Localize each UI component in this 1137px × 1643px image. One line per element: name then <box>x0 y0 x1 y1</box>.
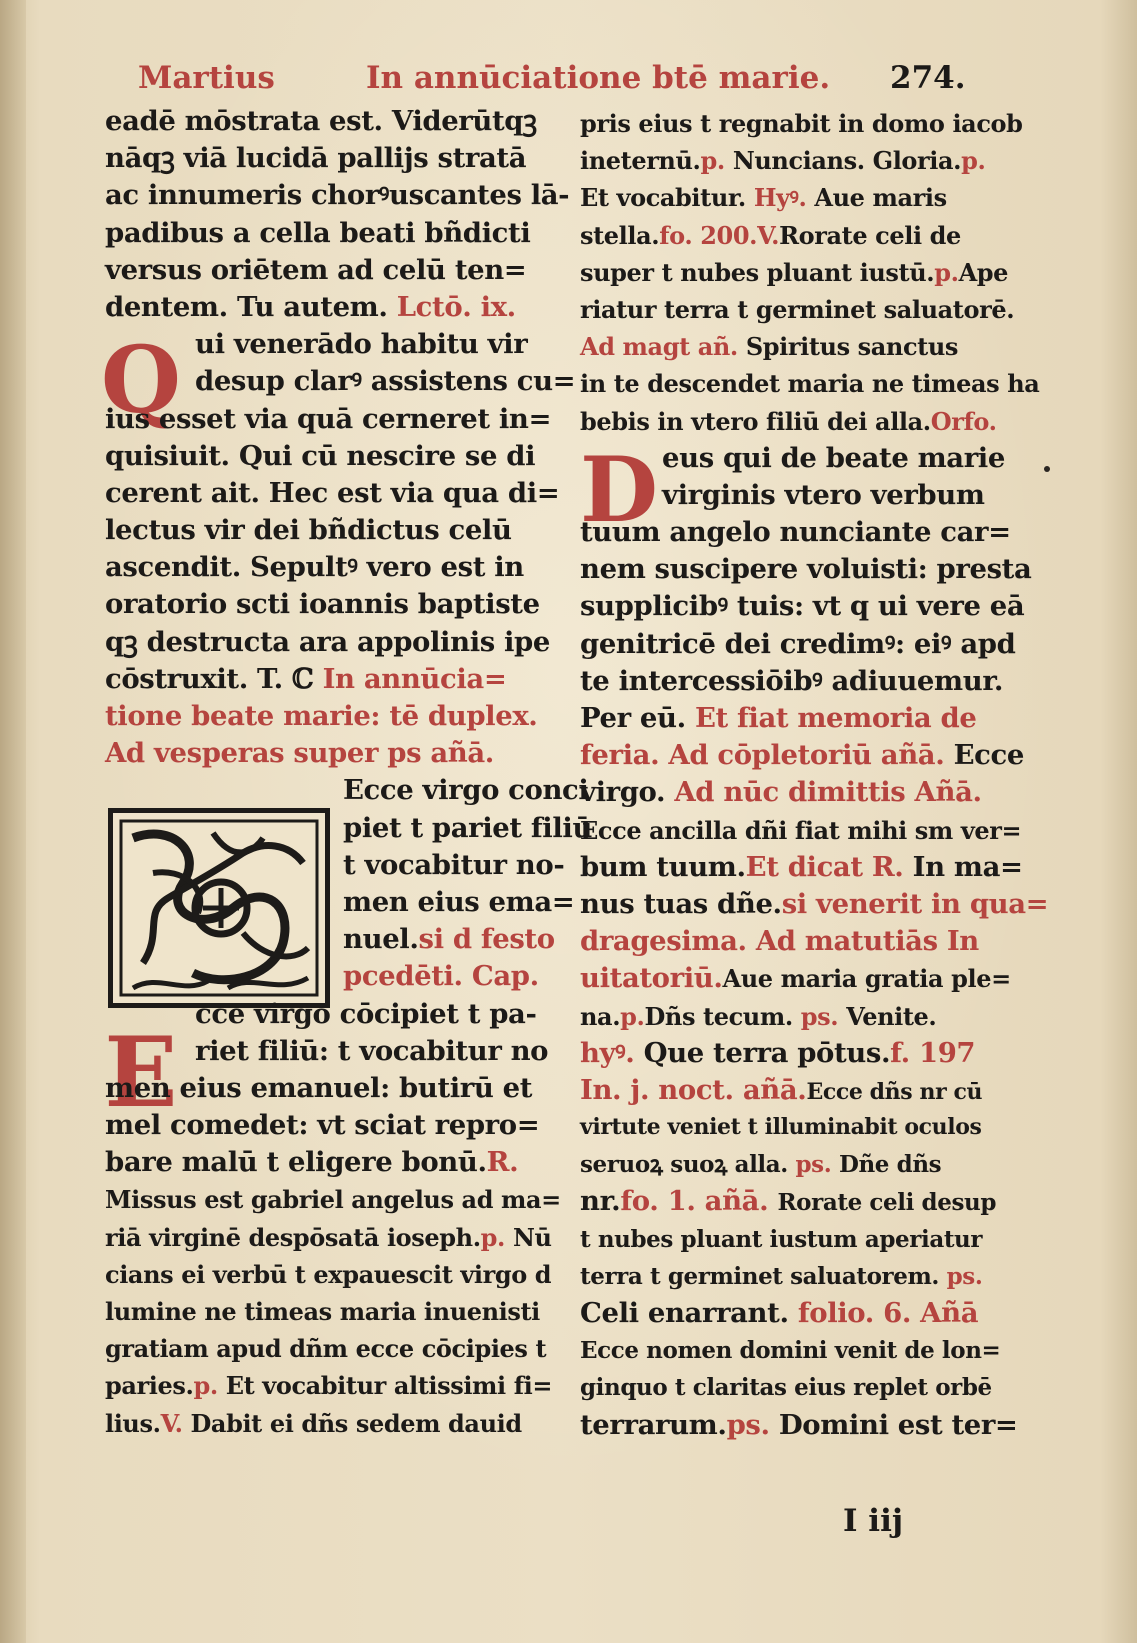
rubric-line: tione beate marie: tē duplex. <box>105 700 538 732</box>
text-line: cians ei verbū t expauescit virgo d <box>105 1259 552 1289</box>
text-line: men eius emanuel: butirū et <box>105 1071 533 1104</box>
initial-capital-d: D <box>580 437 659 543</box>
text-line: uitatoriū.Aue maria gratia ple= <box>580 962 1011 995</box>
text-line: t vocabitur no- <box>343 848 565 881</box>
text-line: quisiuit. Qui cū nescire se di <box>105 439 536 472</box>
text-line: piet t pariet filiū <box>343 811 593 844</box>
text-line: pris eius t regnabit in domo iacob <box>580 109 1023 138</box>
text-line: ineternū.p. Nuncians. Gloria.p. <box>580 146 986 176</box>
text-line: cce virgo cōcipiet t pa- <box>195 997 537 1030</box>
text-line: bum tuum.Et dicat R. In ma= <box>580 850 1023 883</box>
text-line: ginquo t claritas eius replet orbē <box>580 1374 992 1402</box>
text-line: nem suscipere voluisti: presta <box>580 553 1032 586</box>
text-line: desup clarꝰ assistens cu= <box>195 365 576 398</box>
text-line: In. j. noct. añā.Ecce dñs nr cū <box>580 1073 983 1106</box>
text-line: riā virginē despōsatā ioseph.p. Nū <box>105 1222 552 1252</box>
text-line: tuum angelo nunciante car= <box>580 516 1011 549</box>
text-line: Ecce virgo conci <box>343 774 589 807</box>
text-line: Ecce nomen domini venit de lon= <box>580 1337 1001 1365</box>
text-line: nr.fo. 1. añā. Rorate celi desup <box>580 1185 996 1218</box>
initial-capital-e: E <box>104 1016 178 1129</box>
text-line: feria. Ad cōpletoriū añā. Ecce <box>580 739 1024 772</box>
rubric-line: pcedēti. Cap. <box>343 960 539 993</box>
header-month: Martius <box>138 60 275 96</box>
text-line: ac innumeris chorꝰuscantes lā- <box>105 179 570 212</box>
text-line: nāqꝫ viā lucidā pallijs stratā <box>105 142 527 175</box>
text-line: nus tuas dñe.si venerit in qua= <box>580 887 1049 920</box>
text-line: te intercessiōibꝰ adiuuemur. <box>580 664 1004 697</box>
text-line: hyꝰ. Que terra pōtus.f. 197 <box>580 1036 976 1069</box>
header-title: In annūciatione btē marie. <box>366 60 831 96</box>
text-line: eadē mōstrata est. Viderūtqꝫ <box>105 105 537 137</box>
binding-gutter <box>0 0 26 1643</box>
text-line: seruoꝝ suoꝝ alla. ps. Dñe dñs <box>580 1151 942 1179</box>
left-column <box>105 103 593 1442</box>
text-line: qꝫ destructa ara appolinis ipe <box>105 625 550 658</box>
text-line: Per eū. Et fiat memoria de <box>580 702 977 734</box>
text-line: Ecce ancilla dñi fiat mihi sm ver= <box>580 815 1022 845</box>
text-line: ui venerādo habitu vir <box>195 328 528 361</box>
text-line: supplicibꝰ tuis: vt q ui vere eā <box>580 590 1025 623</box>
text-line: genitricē dei credimꝰ: eiꝰ apd <box>580 627 1016 660</box>
text-line: virgo. Ad nūc dimittis Añā. <box>580 776 982 809</box>
text-line: terra t germinet saluatorem. ps. <box>580 1262 983 1290</box>
text-line: men eius ema= <box>343 885 575 918</box>
running-header <box>138 58 1038 104</box>
text-line: dentem. Tu autem. Lctō. ix. <box>105 290 516 323</box>
text-line: in te descendet maria ne timeas ha <box>580 369 1040 399</box>
text-line: versus oriētem ad celū ten= <box>105 253 527 286</box>
text-line: mel comedet: vt sciat repro= <box>105 1109 540 1142</box>
rubric-line: Ad vesperas super ps añā. <box>105 737 494 770</box>
text-line: riet filiū: t vocabitur no <box>195 1034 549 1067</box>
text-line: padibus a cella beati bñdicti <box>105 216 531 249</box>
text-line: super t nubes pluant iustū.p.Ape <box>580 257 1009 287</box>
text-line: paries.p. Et vocabitur altissimi fi= <box>105 1371 553 1401</box>
text-line: na.p.Dñs tecum. ps. Venite. <box>580 1001 937 1031</box>
text-line: lectus vir dei bñdictus celū <box>105 514 512 547</box>
rubric-si-festo: si d festo <box>418 923 555 956</box>
text-line: cōstruxit. T. ℂ In annūcia= <box>105 662 507 695</box>
text-line: riatur terra t germinet saluatorē. <box>580 294 1015 324</box>
rubric-resp: R. <box>486 1146 519 1179</box>
text-line: stella.fo. 200.V.Rorate celi de <box>580 220 961 250</box>
rubric-lectio: Lctō. ix. <box>396 290 516 323</box>
text-line: Ad magt añ. Spiritus sanctus <box>580 332 959 362</box>
signature-mark: I iij <box>843 1503 904 1539</box>
rubric-line: dragesima. Ad matutiās In <box>580 925 979 958</box>
right-column <box>580 105 1049 1444</box>
text-line: nuel.si d festo <box>343 923 555 956</box>
text-line: virtute veniet t illuminabit oculos <box>580 1114 982 1141</box>
text-line: Celi enarrant. folio. 6. Añā <box>580 1297 979 1329</box>
text-line: lius.V. Dabit ei dñs sedem dauid <box>105 1408 522 1438</box>
ink-speck <box>1044 466 1050 472</box>
text-line: terrarum.ps. Domini est ter= <box>580 1408 1018 1441</box>
text-line: ius esset via quā cerneret in= <box>105 402 552 435</box>
page-number: 274. <box>890 60 966 96</box>
rubric-annunciatio: In annūcia= <box>322 662 507 695</box>
text-line: eus qui de beate marie <box>662 441 1005 474</box>
text-line: Et vocabitur. Hyꝰ. Aue maris <box>580 183 947 213</box>
text-line: cerent ait. Hec est via qua di= <box>105 476 560 509</box>
text-line: ascendit. Sepultꝰ vero est in <box>105 551 524 584</box>
text-line: lumine ne timeas maria inuenisti <box>105 1297 540 1326</box>
text-line: virginis vtero verbum <box>662 478 985 511</box>
text-line: oratorio scti ioannis baptiste <box>105 588 540 621</box>
text-line: bare malū t eligere bonū.R. <box>105 1146 519 1179</box>
text-line: t nubes pluant iustum aperiatur <box>580 1225 983 1253</box>
text-line: bebis in vtero filiū dei alla.Orfo. <box>580 406 997 436</box>
text-line: gratiam apud dñm ecce cōcipies t <box>105 1334 547 1364</box>
initial-capital-q: Q <box>100 326 182 434</box>
text-line: Missus est gabriel angelus ad ma= <box>105 1185 561 1215</box>
